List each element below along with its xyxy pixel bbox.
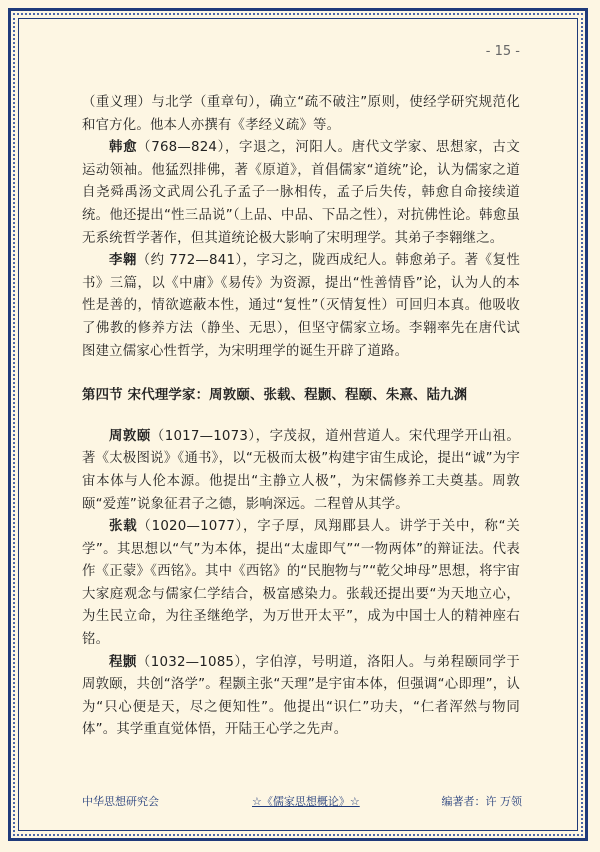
paragraph-text: （重义理）与北学（重章句），确立“疏不破注”原则，使经学研究规范化和官方化。他本人亦撰有《孝经义疏》等。 <box>82 95 520 133</box>
paragraph-text: （约 772—841），字习之，陇西成纪人。韩愈弟子。著《复性书》三篇，以《中庸》《易传》为资源，提出“性善情昏”论，认为人的本性是善的，情欲遮蔽本性，通过“复性”（灭情复性）可回归本真。他吸收了佛教的修养方法（静坐、无思），但坚守儒家立场。李翱率先在唐代试图建立儒家心性哲学，为宋明理学的诞生开辟了道路。 <box>82 253 520 359</box>
paragraph-li-ao <box>82 250 520 363</box>
paragraph-han-yu <box>82 137 520 250</box>
paragraph-text: （1020—1077），字子厚，凤翔郿县人。讲学于关中，称“关学”。其思想以“气”为本体，提出“太虚即气”“一物两体”的辩证法。代表作《正蒙》《西铭》。其中《西铭》的“民胞物与”“乾父坤母”思想，将宇宙大家庭观念与儒家仁学结合，极富感染力。张载还提出要“为天地立心，为生民立命，为往圣继绝学，为万世开太平”，成为中国士人的精神座右铭。 <box>82 519 520 648</box>
paragraph-zhou-dunyi <box>82 426 520 516</box>
page-number: - 15 - <box>485 44 520 59</box>
paragraph-text: （1032—1085），字伯淳，号明道，洛阳人。与弟程颐同学于周敦颐，共创“洛学”。程颢主张“天理”是宇宙本体，但强调“心即理”，认为“只心便是天，尽之便知性”。他提出“识仁”功夫，“仁者浑然与物同体”。其学重直觉体悟，开陆王心学之先声。 <box>82 654 521 738</box>
person-name: 周敦颐 <box>109 428 151 444</box>
footer-book-title[interactable]: ☆《儒家思想概论》☆ <box>252 795 360 808</box>
paragraph-text: （1017—1073），字茂叔，道州营道人。宋代理学开山祖。著《太极图说》《通书》，以“无极而太极”构建宇宙生成论，提出“诚”为宇宙本体与人伦本源。他提出“主静立人极”，为宋儒修养工夫奠基。周敦颐“爱莲”说象征君子之德，影响深远。二程曾从其学。 <box>82 428 520 512</box>
footer-organization: 中华思想研究会 <box>82 795 159 808</box>
paragraph-cheng-hao <box>82 652 520 742</box>
section-title: 第四节 宋代理学家：周敦颐、张载、程颢、程颐、朱熹、陆九渊 <box>82 388 468 404</box>
footer-author: 编著者：许 万领 <box>441 795 522 808</box>
person-name: 李翱 <box>109 253 137 269</box>
person-name: 张载 <box>109 519 138 535</box>
person-name: 韩愈 <box>109 140 138 156</box>
paragraph-text: （768—824），字退之，河阳人。唐代文学家、思想家，古文运动领袖。他猛烈排佛，著《原道》，首倡儒家“道统”论，认为儒家之道自尧舜禹汤文武周公孔子孟子一脉相传，孟子后失传，韩愈自命接续道统。他还提出“性三品说”（上品、中品、下品之性），对抗佛性论。韩愈虽无系统哲学著作，但其道统论极大影响了宋明理学。其弟子李翱继之。 <box>82 140 521 246</box>
person-name: 程颢 <box>109 654 137 670</box>
document-body <box>82 92 520 742</box>
paragraph-continuation <box>82 92 520 137</box>
paragraph-zhang-zai <box>82 516 520 652</box>
